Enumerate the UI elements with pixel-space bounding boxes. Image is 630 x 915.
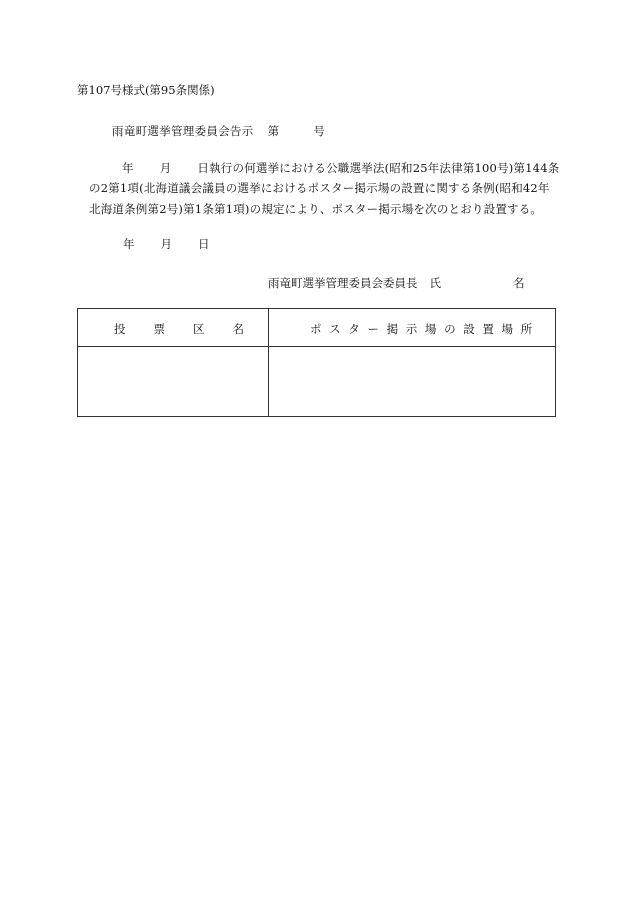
- notice-title: [112, 123, 325, 139]
- body-month: 月: [159, 161, 172, 175]
- date-year: 年: [123, 237, 135, 251]
- table-cell-location: [269, 347, 556, 417]
- date-day: 日: [198, 237, 210, 251]
- form-number: 第107号様式(第95条関係): [77, 83, 215, 97]
- body-line-3: 北海道条例第2号)第1条第1項)の規定により、ポスター掲示場を次のとおり設置する。: [89, 202, 543, 216]
- signature-name-suffix: 名: [513, 276, 525, 290]
- table-cell-district: [78, 347, 268, 417]
- body-line-2: の2第1項(北海道議会議員の選挙におけるポスター掲示場の設置に関する条例(昭和42年: [89, 181, 550, 195]
- signature-name-prefix: 氏: [429, 276, 441, 290]
- date-line: [123, 236, 210, 252]
- header-district-char: 票: [153, 322, 167, 336]
- body-line-1: [122, 160, 559, 176]
- body-line-1-text: 日執行の何選挙における公職選挙法(昭和25年法律第100号)第144条: [197, 161, 560, 175]
- header-district-char: 区: [193, 322, 207, 336]
- header-voting-district: [114, 321, 246, 337]
- header-poster-location: ポ ス タ ー 掲 示 場 の 設 置 場 所: [310, 322, 535, 336]
- header-district-char: 名: [232, 322, 246, 336]
- notice-number-suffix: 号: [313, 124, 326, 138]
- header-district-char: 投: [114, 322, 128, 336]
- notice-issuer: 雨竜町選挙管理委員会告示: [112, 124, 254, 138]
- table-header-row: [78, 309, 555, 347]
- signature-title: 雨竜町選挙管理委員会委員長: [268, 276, 418, 290]
- notice-number-prefix: 第: [267, 124, 280, 138]
- date-month: 月: [160, 237, 172, 251]
- body-year: 年: [122, 161, 134, 175]
- poster-board-table: [77, 308, 556, 417]
- signature-line: [268, 275, 525, 291]
